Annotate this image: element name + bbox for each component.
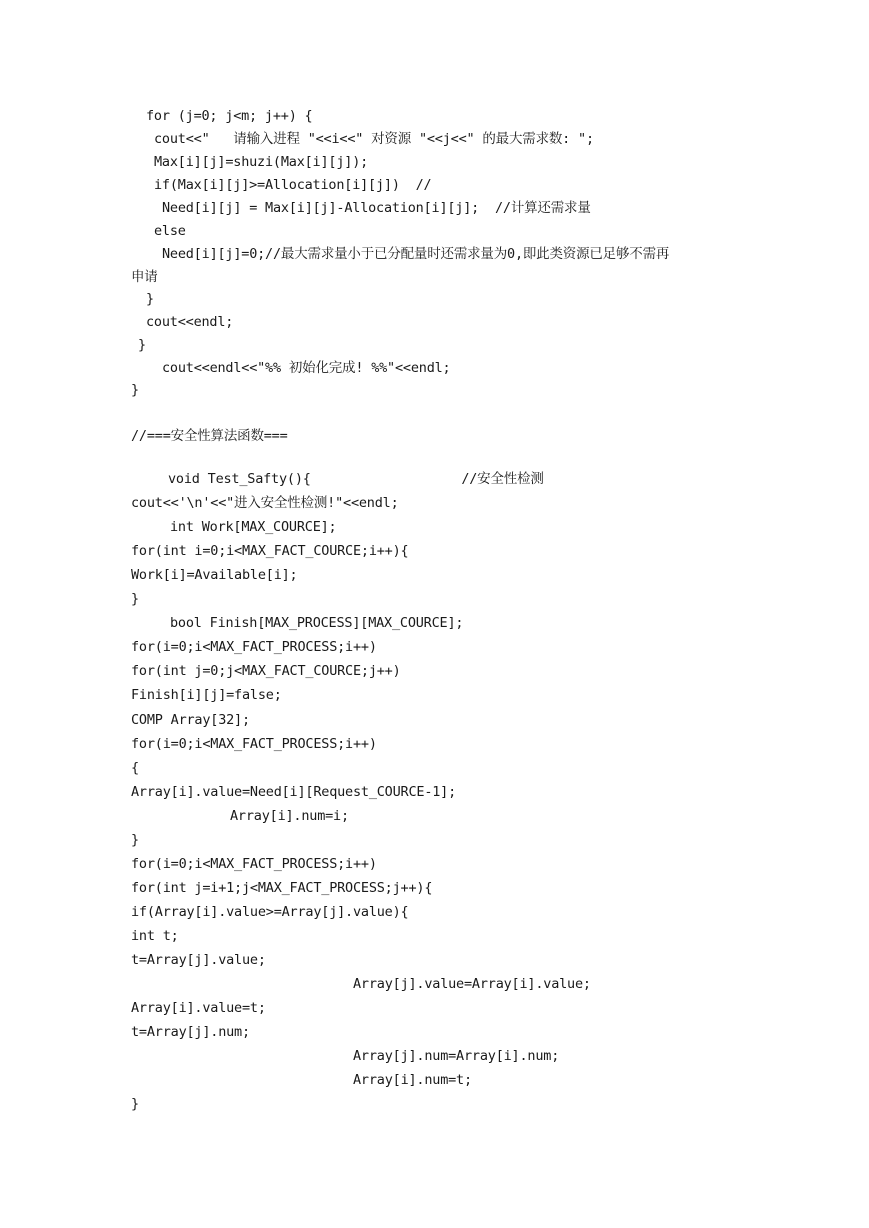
code-line: Max[i][j]=shuzi(Max[i][j]); bbox=[154, 154, 369, 170]
code-line: } bbox=[138, 337, 146, 353]
code-line: for(i=0;i<MAX_FACT_PROCESS;i++) bbox=[131, 736, 377, 752]
code-line: } bbox=[131, 832, 139, 848]
code-line: for (j=0; j<m; j++) { bbox=[146, 108, 313, 124]
code-line: Array[i].num=t; bbox=[353, 1072, 472, 1088]
code-line: cout<<endl; bbox=[146, 314, 234, 330]
code-line: else bbox=[154, 223, 186, 239]
code-line: Finish[i][j]=false; bbox=[131, 687, 282, 703]
code-line: if(Array[i].value>=Array[j].value){ bbox=[131, 904, 409, 920]
code-line: cout<<'\n'<<"进入安全性检测!"<<endl; bbox=[131, 495, 399, 511]
code-line: Need[i][j] = Max[i][j]-Allocation[i][j]; //计算还需求量 bbox=[162, 200, 591, 216]
code-line: cout<<endl<<"%% 初始化完成! %%"<<endl; bbox=[162, 360, 451, 376]
code-line: } bbox=[131, 591, 139, 607]
code-line: COMP Array[32]; bbox=[131, 712, 250, 728]
code-line: for(int i=0;i<MAX_FACT_COURCE;i++){ bbox=[131, 543, 409, 559]
code-line: for(i=0;i<MAX_FACT_PROCESS;i++) bbox=[131, 639, 377, 655]
code-line: Array[i].value=t; bbox=[131, 1000, 266, 1016]
code-line: t=Array[j].num; bbox=[131, 1024, 250, 1040]
code-line: void Test_Safty(){ //安全性检测 bbox=[168, 471, 544, 487]
code-line: { bbox=[131, 760, 139, 776]
code-line: Array[i].value=Need[i][Request_COURCE-1]; bbox=[131, 784, 457, 800]
code-line: int t; bbox=[131, 928, 179, 944]
code-line: if(Max[i][j]>=Allocation[i][j]) // bbox=[154, 177, 432, 193]
section-comment: //===安全性算法函数=== bbox=[131, 428, 288, 444]
code-line: for(int j=i+1;j<MAX_FACT_PROCESS;j++){ bbox=[131, 880, 433, 896]
code-line: cout<<" 请输入进程 "<<i<<" 对资源 "<<j<<" 的最大需求数: "; bbox=[154, 131, 594, 147]
code-line: } bbox=[146, 291, 154, 307]
code-line: t=Array[j].value; bbox=[131, 952, 266, 968]
code-line: 申请 bbox=[131, 269, 158, 285]
code-line: } bbox=[131, 382, 139, 398]
code-line: bool Finish[MAX_PROCESS][MAX_COURCE]; bbox=[170, 615, 464, 631]
code-line: for(i=0;i<MAX_FACT_PROCESS;i++) bbox=[131, 856, 377, 872]
code-line: Array[j].value=Array[i].value; bbox=[353, 976, 591, 992]
code-line: for(int j=0;j<MAX_FACT_COURCE;j++) bbox=[131, 663, 401, 679]
code-line: Need[i][j]=0;//最大需求量小于已分配量时还需求量为0,即此类资源已足够不需再 bbox=[162, 246, 670, 262]
code-line: Work[i]=Available[i]; bbox=[131, 567, 298, 583]
code-line: Array[i].num=i; bbox=[230, 808, 349, 824]
code-line: } bbox=[131, 1096, 139, 1112]
code-line: Array[j].num=Array[i].num; bbox=[353, 1048, 560, 1064]
code-line: int Work[MAX_COURCE]; bbox=[170, 519, 337, 535]
